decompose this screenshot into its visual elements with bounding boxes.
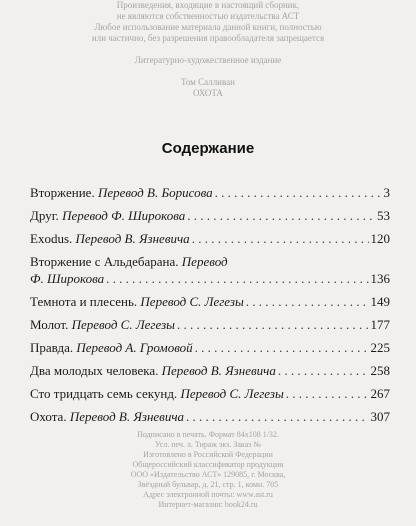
toc-title: Молот.	[30, 317, 72, 332]
toc-leader-dots	[177, 316, 369, 333]
toc-entry-line2	[30, 270, 390, 287]
toc-page-number: 120	[370, 231, 390, 246]
bleed-line: ОХОТА	[193, 88, 223, 98]
toc-entry[interactable]	[30, 207, 390, 224]
toc-leader-dots	[286, 385, 369, 402]
toc-entry-text	[30, 385, 284, 402]
bleed-line: Произведения, входящие в настоящий сборник,	[116, 0, 300, 10]
toc-entry-text	[30, 230, 190, 247]
bleed-through-top	[0, 0, 416, 122]
toc-leader-dots	[246, 293, 369, 310]
toc-page-number: 149	[370, 294, 390, 309]
toc-entry[interactable]	[30, 385, 390, 402]
toc-page-number: 267	[370, 386, 390, 401]
toc-leader-dots	[195, 339, 369, 356]
bleed-line: Усл. печ. л. Тираж экз. Заказ №	[155, 440, 261, 449]
toc-page-number: 3	[383, 185, 390, 200]
bleed-line: Литературно-художественное издание	[134, 55, 282, 65]
toc-translator: Перевод С. Легезы	[71, 317, 175, 332]
toc-entry[interactable]	[30, 184, 390, 201]
toc-translator: Перевод В. Язневича	[69, 409, 185, 424]
toc-title: Два молодых человека.	[30, 363, 162, 378]
toc-title: Друг.	[30, 208, 63, 223]
toc-leader-dots	[187, 207, 375, 224]
toc-leader-dots	[278, 362, 369, 379]
bleed-line: Любое использование материала данной книги, полностью	[94, 22, 322, 32]
toc-entry-text	[30, 184, 213, 201]
toc-translator: Перевод В. Борисова	[97, 185, 213, 200]
toc-title: Вторжение.	[30, 185, 98, 200]
toc-page-number: 258	[370, 363, 390, 378]
bleed-line: ООО «Издательство АСТ» 129085, г. Москва,	[130, 470, 286, 479]
toc-page-number: 307	[370, 409, 390, 424]
bleed-line: не являются собственностью издательства АСТ	[116, 11, 300, 21]
toc-entry[interactable]	[30, 253, 390, 287]
bleed-line: Интернет-магазин: book24.ru	[158, 500, 258, 509]
toc-translator: Перевод В. Язневича	[161, 363, 276, 378]
toc-title: Темнота и плесень.	[30, 294, 141, 309]
toc-translator-cont: Ф. Широкова	[30, 271, 105, 286]
page-title: Содержание	[161, 140, 255, 157]
toc-title: Вторжение с Альдебарана.	[30, 254, 182, 269]
toc-entry-text	[30, 293, 244, 310]
bleed-line: Том Салливан	[181, 77, 235, 87]
toc-title: Правда.	[30, 340, 77, 355]
toc-title: Сто тридцать семь секунд.	[30, 386, 181, 401]
toc-title: Exodus.	[30, 231, 76, 246]
toc-entry-text	[30, 207, 185, 224]
bleed-line: Изготовлено в Российской Федерации	[143, 450, 273, 459]
toc-entry-text	[30, 408, 184, 425]
toc-title: Охота.	[30, 409, 70, 424]
bleed-line: Подписано в печать. Формат 84x108 1/32.	[137, 430, 279, 439]
toc-entry[interactable]	[30, 408, 390, 425]
toc-translator: Перевод Ф. Широкова	[62, 208, 186, 223]
toc-entry-text	[30, 362, 276, 379]
bleed-through-bottom	[0, 430, 416, 526]
toc-entry-text	[30, 339, 193, 356]
toc-page-number: 53	[377, 208, 390, 223]
toc-entry[interactable]	[30, 339, 390, 356]
table-of-contents	[30, 184, 390, 431]
bleed-line: или частично, без разрешения правообладателя запрещается	[91, 33, 325, 43]
toc-translator: Перевод С. Легезы	[140, 294, 244, 309]
toc-translator: Перевод А. Громовой	[76, 340, 193, 355]
toc-leader-dots	[215, 184, 382, 201]
toc-translator: Перевод	[181, 254, 228, 269]
bleed-line: Общероссийский классификатор продукции	[132, 460, 284, 469]
toc-translator: Перевод С. Легезы	[180, 386, 284, 401]
bleed-line: Адрес электронной почты: www.ast.ru	[143, 490, 273, 499]
toc-leader-dots	[192, 230, 369, 247]
toc-leader-dots	[106, 270, 368, 287]
toc-leader-dots	[186, 408, 368, 425]
toc-entry-text	[30, 316, 175, 333]
toc-page-number: 225	[370, 340, 390, 355]
bleed-line: Звёздный бульвар, д. 21, стр. 1, комн. 705	[137, 480, 279, 489]
toc-translator: Перевод В. Язневича	[75, 231, 190, 246]
toc-entry[interactable]	[30, 293, 390, 310]
toc-entry[interactable]	[30, 316, 390, 333]
bleed-line	[0, 44, 416, 55]
toc-page-number: 177	[370, 317, 390, 332]
bleed-line	[0, 66, 416, 77]
toc-entry[interactable]	[30, 362, 390, 379]
toc-page-number: 136	[370, 271, 390, 286]
toc-entry[interactable]	[30, 230, 390, 247]
toc-entry-line1	[30, 253, 390, 270]
